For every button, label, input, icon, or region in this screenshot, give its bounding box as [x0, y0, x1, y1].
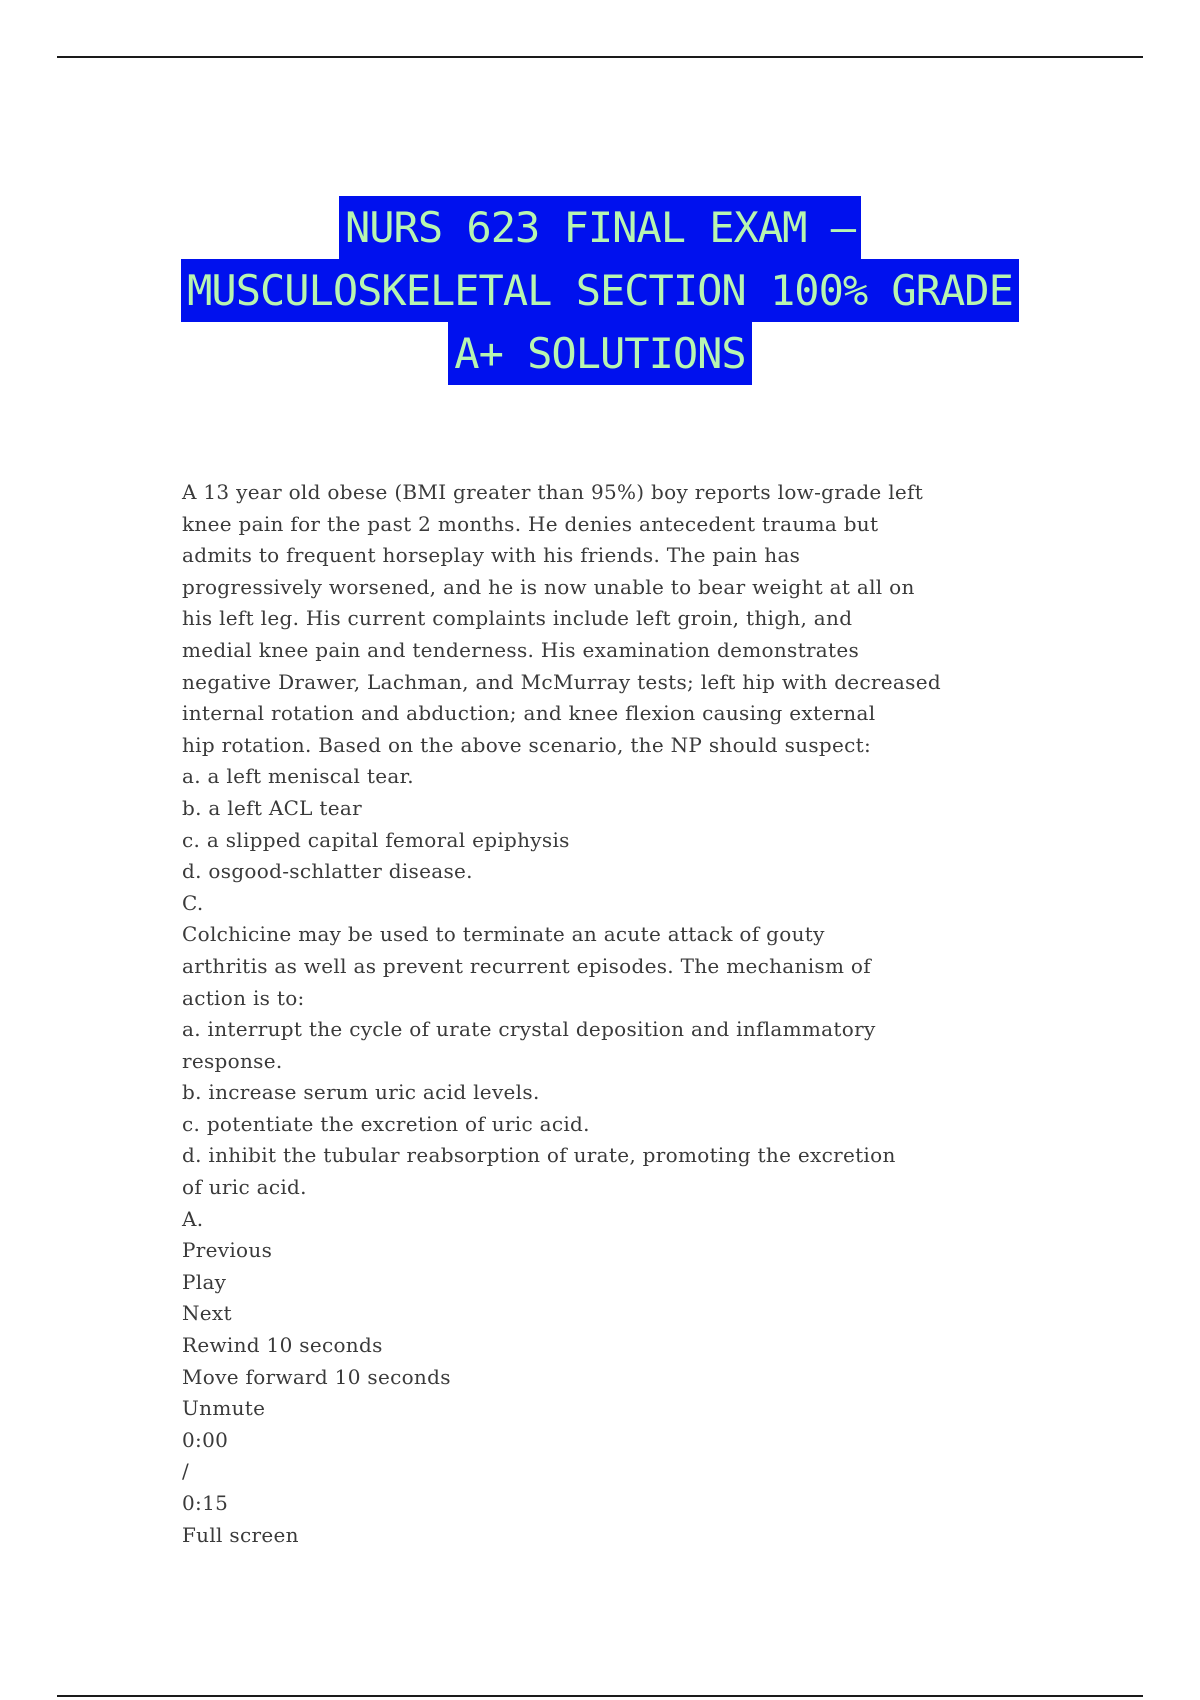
question-1-option-a: a. a left meniscal tear.	[182, 764, 414, 789]
question-2-option-line: of uric acid.	[182, 1175, 307, 1200]
document-title	[0, 196, 1200, 385]
rewind-label: Rewind 10 seconds	[182, 1333, 383, 1358]
question-2-answer: A.	[182, 1206, 204, 1231]
question-2-option-line: b. increase serum uric acid levels.	[182, 1080, 540, 1105]
forward-label: Move forward 10 seconds	[182, 1364, 451, 1389]
question-1-stem-line: internal rotation and abduction; and knee flexion causing external	[182, 701, 876, 726]
question-1-stem-line: his left leg. His current complaints include left groin, thigh, and	[182, 606, 853, 631]
question-2-stem-line: action is to:	[182, 985, 305, 1010]
document-body	[182, 477, 1042, 1551]
question-1-option-c: c. a slipped capital femoral epiphysis	[182, 827, 570, 852]
bottom-rule	[57, 1695, 1143, 1697]
question-2-option-line: response.	[182, 1048, 283, 1073]
duration: 0:15	[182, 1491, 229, 1515]
question-2-stem-line: Colchicine may be used to terminate an acute attack of gouty	[182, 922, 825, 947]
question-1-stem-line: A 13 year old obese (BMI greater than 95%) boy reports low-grade left	[182, 480, 924, 504]
question-1-stem-line: knee pain for the past 2 months. He denies antecedent trauma but	[182, 511, 879, 536]
title-line-1: NURS 623 FINAL EXAM –	[339, 196, 861, 259]
question-2	[182, 919, 1042, 1235]
question-1-stem-line: hip rotation. Based on the above scenario, the NP should suspect:	[182, 732, 871, 757]
question-1-answer: C.	[182, 890, 204, 915]
play-label: Play	[182, 1269, 227, 1294]
question-2-option-line: a. interrupt the cycle of urate crystal deposition and inflammatory	[182, 1017, 876, 1042]
question-2-option-line: d. inhibit the tubular reabsorption of urate, promoting the excretion	[182, 1143, 896, 1168]
question-1-option-d: d. osgood-schlatter disease.	[182, 859, 473, 884]
question-1-option-b: b. a left ACL tear	[182, 795, 362, 820]
current-time: 0:00	[182, 1427, 229, 1452]
title-line-2: MUSCULOSKELETAL SECTION 100% GRADE	[181, 259, 1019, 322]
unmute-label: Unmute	[182, 1396, 266, 1421]
previous-label: Previous	[182, 1238, 273, 1263]
next-label: Next	[182, 1301, 232, 1326]
question-2-option-line: c. potentiate the excretion of uric acid.	[182, 1111, 590, 1136]
title-line-3: A+ SOLUTIONS	[448, 322, 751, 385]
question-1-stem-line: negative Drawer, Lachman, and McMurray tests; left hip with decreased	[182, 669, 941, 694]
question-1-stem-line: progressively worsened, and he is now unable to bear weight at all on	[182, 574, 915, 599]
media-player-text	[182, 1235, 1042, 1551]
question-1-stem-line: medial knee pain and tenderness. His examination demonstrates	[182, 637, 860, 662]
fullscreen-label: Full screen	[182, 1522, 299, 1547]
time-separator: /	[182, 1459, 190, 1484]
question-1	[182, 477, 1042, 919]
question-1-stem-line: admits to frequent horseplay with his friends. The pain has	[182, 543, 801, 568]
top-rule	[57, 56, 1143, 58]
question-2-stem-line: arthritis as well as prevent recurrent episodes. The mechanism of	[182, 953, 871, 978]
